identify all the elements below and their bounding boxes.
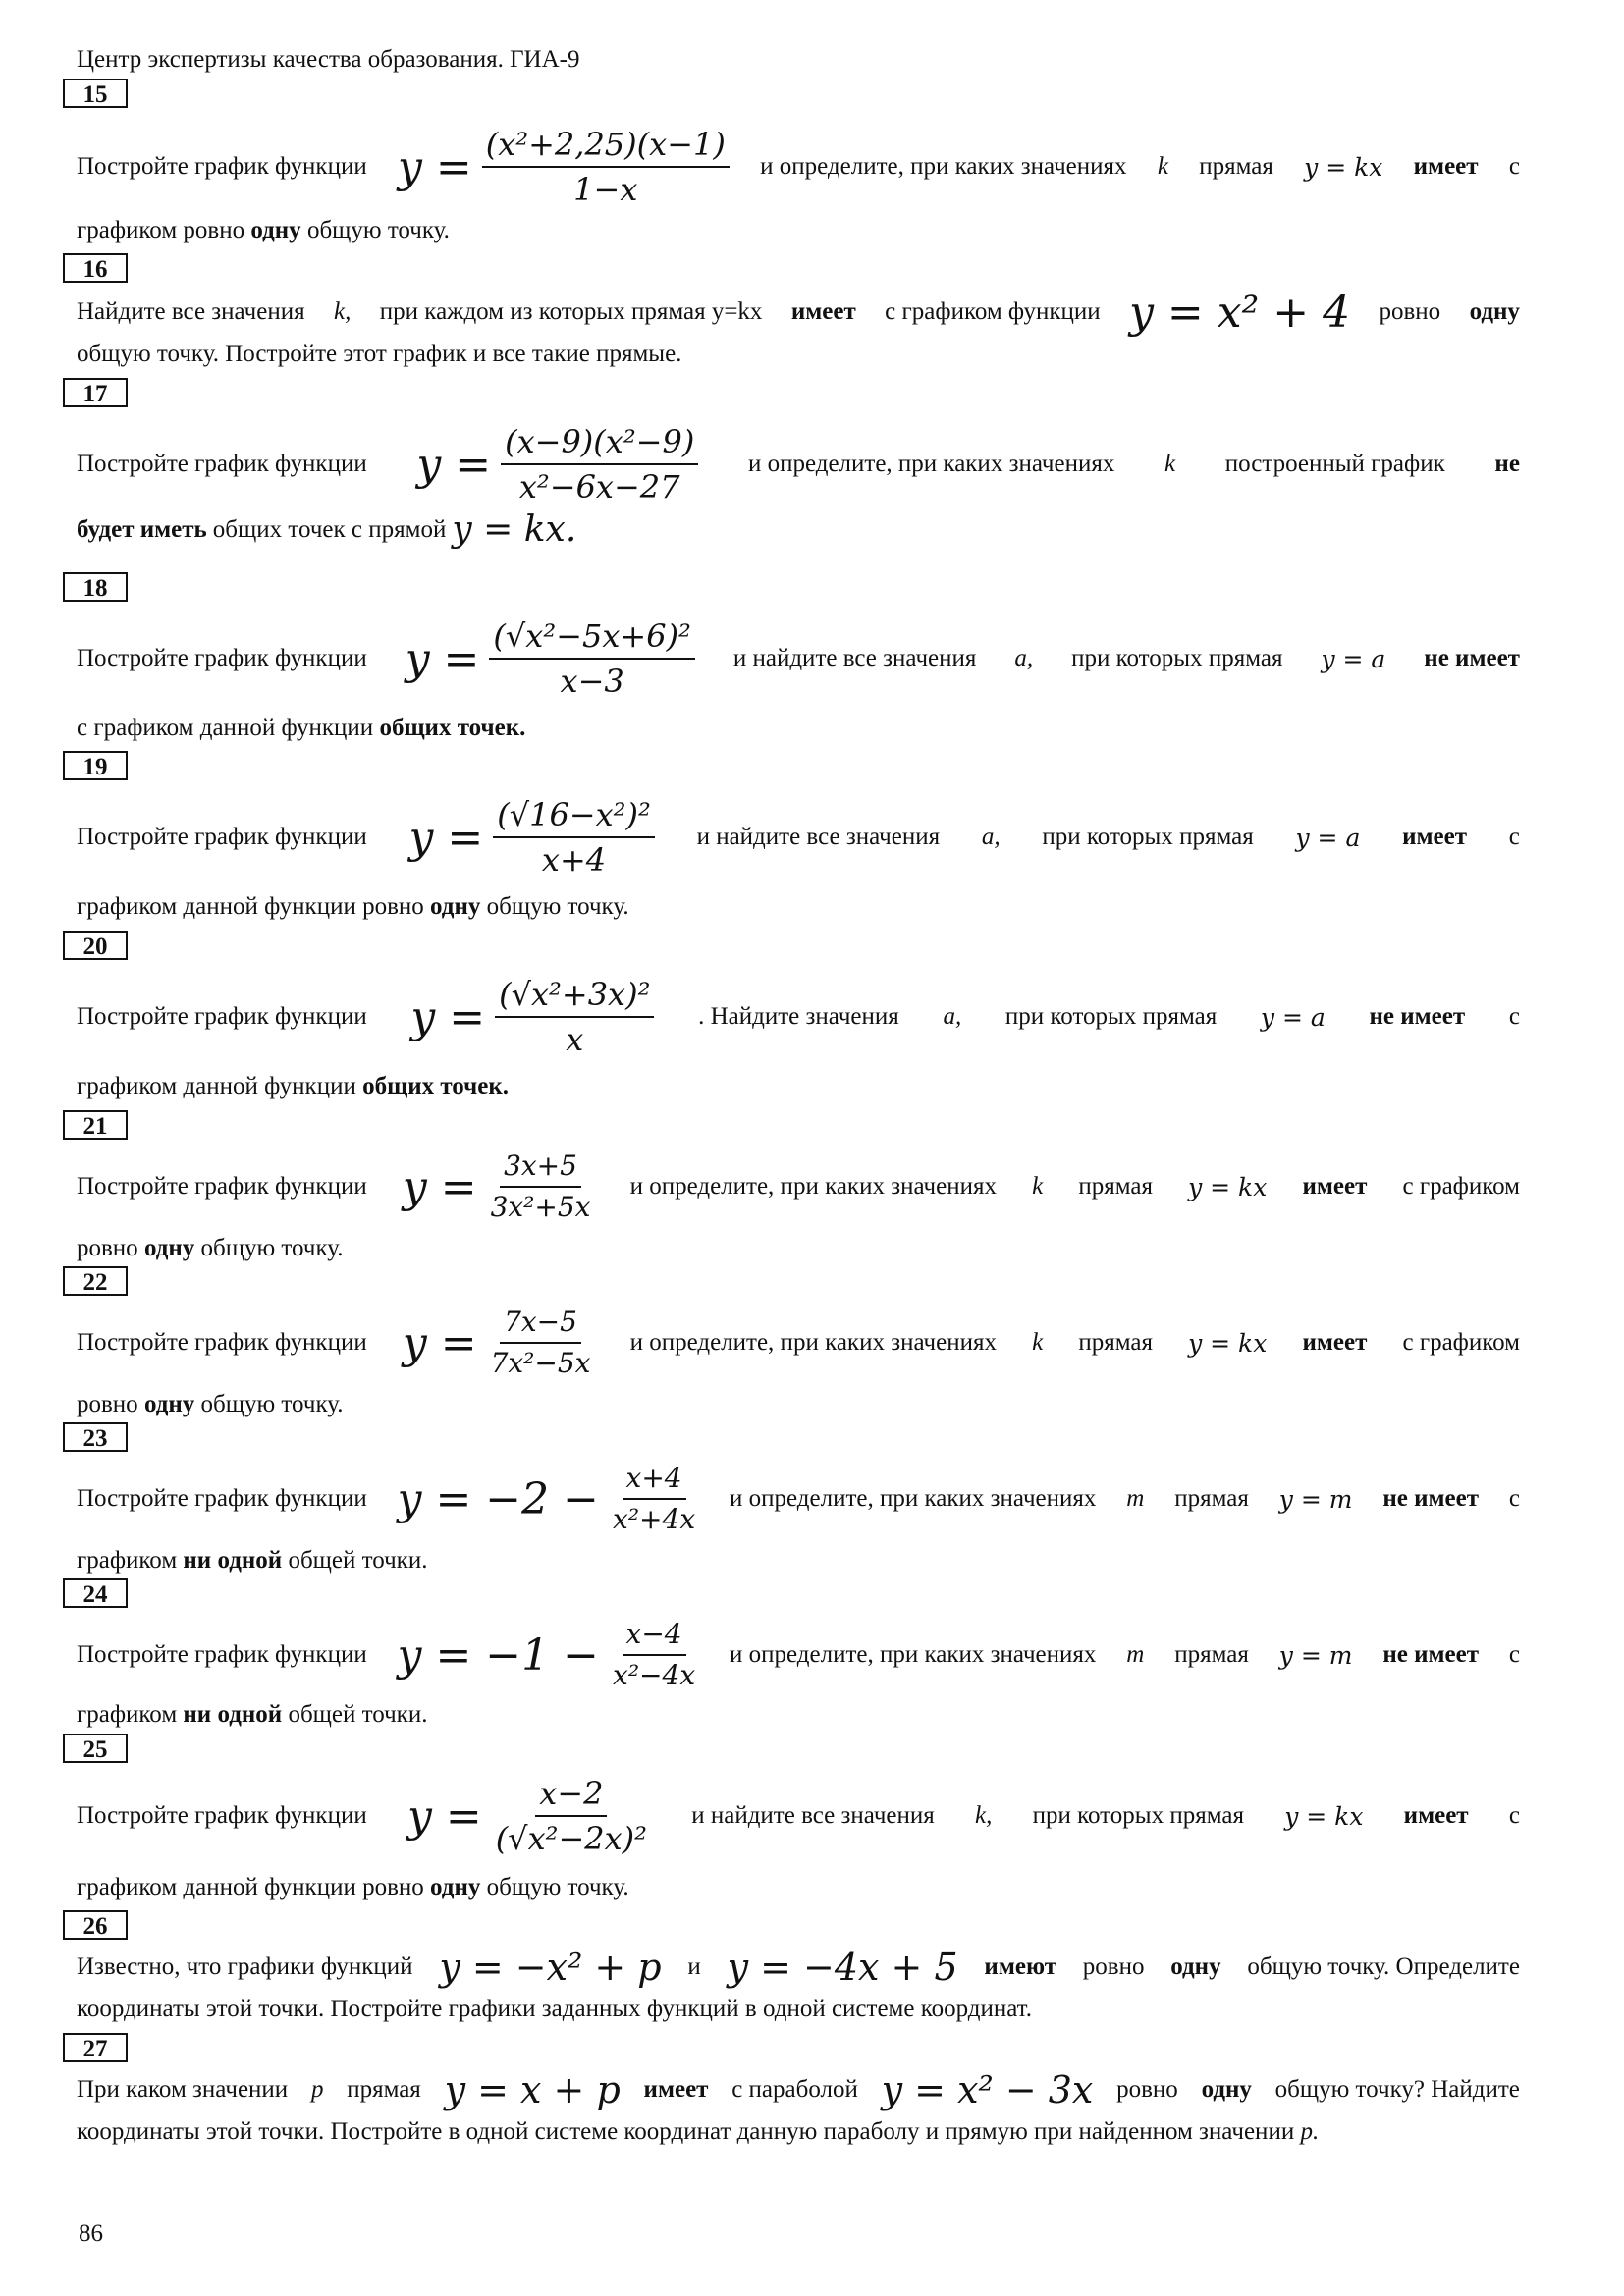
function-formula: y = $\frac{\text{(√x²+3x)²}}{x}$ [410, 975, 654, 1059]
task-number: 21 [63, 1110, 128, 1140]
function-formula: y = −1 − $\frac{x-4}{\text{x²−4x}}$ [397, 1618, 696, 1691]
task-number: 18 [63, 572, 128, 602]
task-number: 17 [63, 378, 128, 407]
task-number: 24 [63, 1578, 128, 1608]
task-number: 16 [63, 253, 128, 283]
page-number: 86 [79, 2220, 103, 2247]
task-number: 26 [63, 1910, 128, 1940]
document-page: Центр экспертизы качества образования. ГИА-9 15 Постройте график функции y = $\frac{\text{(x²+2,25)(x−1)}}{1-x}$ и определите, при каких значениях k прямая y = kx имеет с графиком ровно одну общую точку. 16 Найдите все значения k, при каждом из которых прямая y=kx имеет с графиком функции y = x² + 4 ровно одну общую точку. Постройте этот график и все такие прямые. 17 Постройте график функции y = $\frac{\text{(x−9)(x²−9)}}{\text{x²−6x−27}}$ и определите, при каких значениях k построенный график не будет иметь общих точек с прямой y = kx. 18 Постройте график функции y = $\frac{\text{(√x²−5x+6)²}}{x-3}$ и найдите все значения a, при которых прямая y = a не имеет с графиком данной функции общих точек. 19 Постройте график функции y = $\frac{\text{(√16−x²)²}}{x+4}$ и найдите все значения a, при которых прямая y = a имеет с графиком данной функции ровно одну общую точку. 20 Постройте график функции y = $\frac{\text{(√x²+3x)²}}{x}$ . Найдите значения a, при которых прямая y = a не имеет с графиком данной функции общих точек. 21 Постройте график функции y = $\frac{3x+5}{\text{3x²+5x}}$ и определите, при каких значениях k прямая y = kx имеет с графиком ровно одну общую точку. 22 Постройте график функции y = $\frac{7x-5}{\text{7x²−5x}}$ и определите, при каких значениях k прямая y = kx имеет с графиком ровно одну общую точку. 23 Постройте график функции y = −2 − $\frac{x+4}{\text{x²+4x}}$ и определите, при каких значениях m прямая y = m не имеет с графиком ни одной общей точки. 24 Постройте график функции y = −1 − $\frac{x-4}{\text{x²−4x}}$ и определите, при каких значениях m прямая y = m не имеет с графиком ни одной общей точки. 25 Постройте график функции y = $\frac{x-2}{\text{(√x²−2x)²}}$ и найдите все значения k, при которых прямая y = kx имеет с графиком данной функции ровно одну общую точку. 26 Известно, что графики функций y = −x² + p и y = −4x + 5 имеют ровно одну общую точку. Определите координаты этой точки. Постройте графики заданных функций в одной системе координат. 27 При каком значении p прямая y = x + p имеет с параболой y = x² − 3x ровно одну общую точку? Найдите координаты этой точки. Постройте в одной системе координат данную параболу и прямую при найденном значении p. 86 [0, 0, 1624, 2296]
function-formula: y = −2 − $\frac{x+4}{\text{x²+4x}}$ [397, 1462, 696, 1535]
function-formula: y = $\frac{3x+5}{\text{3x²+5x}}$ [402, 1149, 591, 1223]
task-number: 15 [63, 79, 128, 108]
task-number: 27 [63, 2033, 128, 2062]
task-number: 23 [63, 1422, 128, 1452]
task-number: 25 [63, 1734, 128, 1763]
function-formula: y = x + p [444, 2068, 621, 2111]
task-number: 19 [63, 751, 128, 780]
task-number: 22 [63, 1266, 128, 1296]
function-formula: y = −x² + p [439, 1946, 662, 1989]
function-formula: y = $\frac{\text{(√16−x²)²}}{x+4}$ [408, 795, 654, 880]
function-formula: y = x² − 3x [881, 2068, 1094, 2111]
function-formula: y = $\frac{7x-5}{\text{7x²−5x}}$ [402, 1306, 591, 1379]
function-formula: y = $\frac{\text{(x−9)(x²−9)}}{\text{x²−6x−27}}$ [416, 422, 698, 507]
function-formula: y = $\frac{x-2}{\text{(√x²−2x)²}}$ [406, 1775, 647, 1857]
function-formula: y = $\frac{\text{(x²+2,25)(x−1)}}{1-x}$ [398, 125, 730, 209]
function-formula: y = x² + 4 [1129, 287, 1351, 338]
task-number: 20 [63, 931, 128, 960]
function-formula: y = −4x + 5 [727, 1946, 958, 1989]
page-header: Центр экспертизы качества образования. ГИА-9 [77, 46, 580, 73]
function-formula: y = $\frac{\text{(√x²−5x+6)²}}{x-3}$ [406, 616, 695, 701]
